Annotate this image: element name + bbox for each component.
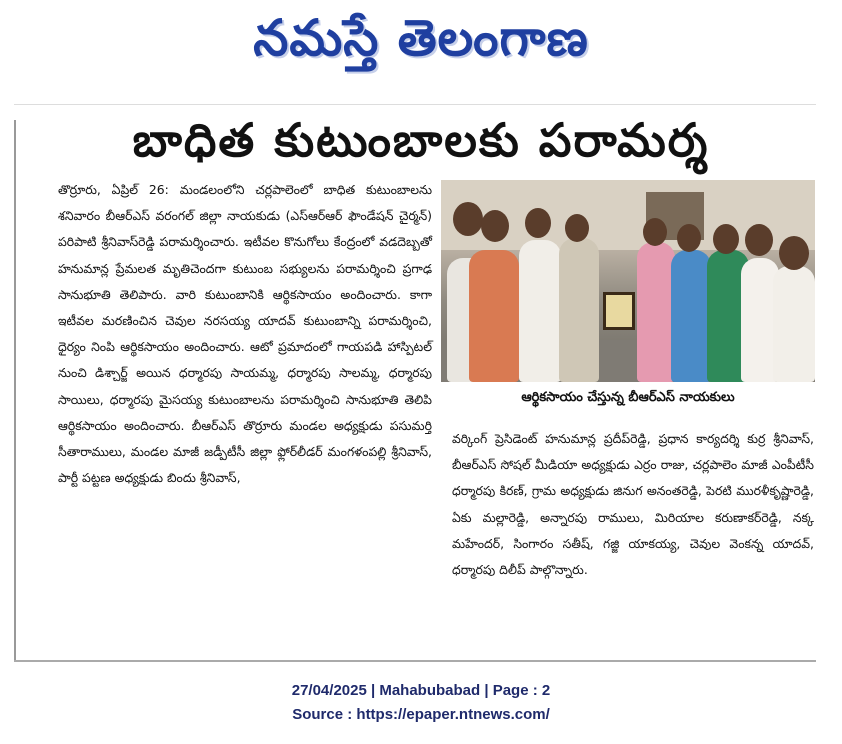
article-left-column: తొర్రూరు, ఏప్రిల్ 26: మండలంలోని చర్లపాలెంలో బాధిత కుటుంబాలను శనివారం బీఆర్ఎస్ వరంగల్ జిల్లా నాయకుడు (ఎస్ఆర్ఆర్ ఫౌండేషన్ చైర్మన్) పరిపాటి శ్రీనివాస్‌రెడ్డి పరామర్శించారు. ఇటీవల కొనుగోలు కేంద్రంలో వడదెబ్బతో హనుమాన్ల ప్రేమలత మృతిచెందగా కుటుంబ సభ్యులను పరామర్శించి ప్రగాఢ సానుభూతి తెలిపారు. వారి కుటుంబానికి ఆర్థికసాయం అందించారు. కాగా ఇటీవల మరణించిన చెవుల నరసయ్య యాదవ్ కుటుంబాన్ని పరామర్శించి, ధైర్యం నింపి ఆర్థికసాయం అందించారు. ఆటో ప్రమాదంలో గాయపడి హాస్పిటల్ నుంచి డిశ్చార్జ్ అయిన ధర్మారపు సాయమ్మ, ధర్మారపు సాలమ్మ, ధర్మారపు సాయిలు, ధర్మారపు మైసయ్య కుటుంబాలను పరామర్శించి సానుభూతి తెలిపి ఆర్థికసాయం అందించారు. బీఆర్ఎస్ తొర్రూరు మండల అధ్యక్షుడు పసుమర్తి సీతారాములు, మండల మాజీ జడ్పీటీసీ జిల్లా ఫ్లోర్‌లీడర్ మంగళంపల్లి శ్రీనివాస్, పార్టీ పట్టణ అధ్యక్షుడు బిందు శ్రీనివాస్, <box>58 182 432 486</box>
photo-person-head <box>643 218 667 246</box>
photo-person-head <box>677 224 701 252</box>
photo-person <box>469 250 519 382</box>
photo-person-head <box>481 210 509 242</box>
article-right-column: వర్కింగ్ ప్రెసిడెంట్ హనుమాన్ల ప్రదీప్‌రెడ్డి, ప్రధాన కార్యదర్శి కుర్ర శ్రీనివాస్, బీఆర్ఎస్ సోషల్ మీడియా అధ్యక్షుడు ఎర్రం రాజు, చర్లపాలెం మాజీ ఎంపీటీసీ ధర్మారపు కిరణ్, గ్రామ అధ్యక్షుడు జినుగ అనంతరెడ్డి, పెరటి మురళీకృష్ణారెడ్డి, ఏకు మల్లారెడ్డి, అన్నారపు రాములు, మిరియాల కరుణాకర్‌రెడ్డి, నక్క మహేందర్, సింగారం సతీష్, గజ్జి యాకయ్య, చెవుల వెంకన్న యాదవ్, ధర్మారపు దిలీప్ పాల్గొన్నారు. <box>452 431 814 578</box>
masthead <box>0 0 842 80</box>
photo-person-head <box>525 208 551 238</box>
footer-source: Source : https://epaper.ntnews.com/ <box>292 706 550 723</box>
photo-person-head <box>565 214 589 242</box>
bottom-divider <box>14 660 816 662</box>
article-photo <box>441 180 815 382</box>
photo-person-head <box>779 236 809 270</box>
article-headline: బాధిత కుటుంబాలకు పరామర్శ <box>132 113 710 167</box>
photo-person-head <box>453 202 483 236</box>
photo-person <box>773 266 815 382</box>
photo-garlanded-portrait <box>603 292 635 330</box>
left-border <box>14 120 16 660</box>
masthead-title: నమస్తే తెలంగాణ <box>253 9 589 67</box>
photo-person-head <box>745 224 773 256</box>
photo-person <box>559 238 599 382</box>
photo-person <box>519 240 561 382</box>
photo-person <box>671 250 711 382</box>
photo-person-head <box>713 224 739 254</box>
photo-caption: ఆర్థికసాయం చేస్తున్న బీఆర్ఎస్ నాయకులు <box>521 390 735 405</box>
footer-date-edition: 27/04/2025 | Mahabubabad | Page : 2 <box>291 682 551 699</box>
photo-person <box>637 242 675 382</box>
